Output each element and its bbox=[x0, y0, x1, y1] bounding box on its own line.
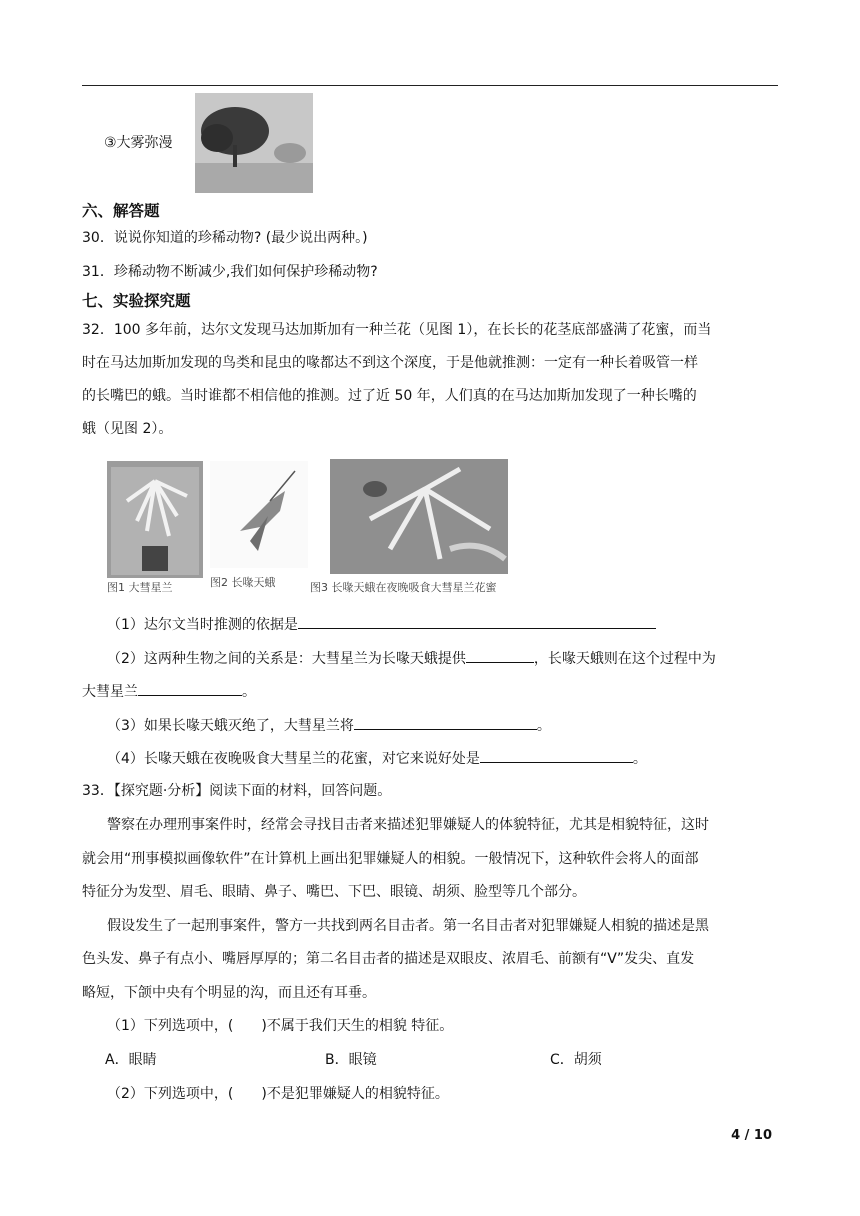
answer-blank[interactable] bbox=[298, 614, 656, 629]
q33-paragraph-line: 警察在办理刑事案件时，经常会寻找目击者来描述犯罪嫌疑人的体貌特征，尤其是相貌特征，这时 bbox=[107, 817, 709, 833]
header-rule bbox=[82, 85, 778, 86]
q32-sub2: （2）这两种生物之间的关系是：大彗星兰为长喙天蛾提供 ，长喙天蛾则在这个过程中为 bbox=[107, 648, 716, 669]
figure-1-photo bbox=[107, 461, 203, 578]
figure-1-caption: 图1 大彗星兰 bbox=[107, 581, 173, 594]
q32-sub3: （3）如果长喙天蛾灭绝了，大彗星兰将 。 bbox=[107, 715, 551, 736]
q33-paragraph-line: 略短，下颌中央有个明显的沟，而且还有耳垂。 bbox=[82, 985, 376, 1001]
question-33-title: 33．【探究题·分析】阅读下面的材料，回答问题。 bbox=[82, 783, 392, 799]
figure-3-photo bbox=[330, 459, 508, 574]
fog-photo bbox=[195, 93, 313, 193]
answer-blank[interactable] bbox=[480, 748, 633, 763]
q32-sub4: （4）长喙天蛾在夜晚吸食大彗星兰的花蜜，对它来说好处是 。 bbox=[107, 748, 647, 769]
q33-paragraph-line: 特征分为发型、眉毛、眼睛、鼻子、嘴巴、下巴、眼镜、胡须、脸型等几个部分。 bbox=[82, 884, 586, 900]
option-b[interactable]: B．眼镜 bbox=[325, 1052, 377, 1068]
q32-line: 的长嘴巴的蛾。当时谁都不相信他的推测。过了近 50 年，人们真的在马达加斯加发现了一种长嘴的 bbox=[82, 388, 697, 404]
q32-line: 32．100 多年前，达尔文发现马达加斯加有一种兰花（见图 1），在长长的花茎底部盛满了花蜜，而当 bbox=[82, 322, 712, 338]
question-30: 30．说说你知道的珍稀动物? (最少说出两种。) bbox=[82, 230, 368, 246]
answer-blank[interactable] bbox=[354, 715, 537, 730]
q33-paragraph-line: 色头发、鼻子有点小、嘴唇厚厚的；第二名目击者的描述是双眼皮、浓眉毛、前额有“V”发尖、直发 bbox=[82, 951, 695, 967]
q33-paragraph-line: 就会用“刑事模拟画像软件”在计算机上画出犯罪嫌疑人的相貌。一般情况下，这种软件会将人的面部 bbox=[82, 851, 699, 867]
q32-line: 时在马达加斯加发现的鸟类和昆虫的喙都达不到这个深度，于是他就推测：一定有一种长着吸管一样 bbox=[82, 355, 698, 371]
q32-sub1: （1）达尔文当时推测的依据是 bbox=[107, 614, 656, 635]
q33-sub2: （2）下列选项中，( )不是犯罪嫌疑人的相貌特征。 bbox=[107, 1086, 449, 1102]
q33-paragraph-line: 假设发生了一起刑事案件，警方一共找到两名目击者。第一名目击者对犯罪嫌疑人相貌的描述是黑 bbox=[107, 918, 709, 934]
figure-2-photo bbox=[210, 461, 308, 568]
q32-line: 蛾（见图 2）。 bbox=[82, 421, 173, 437]
answer-blank[interactable] bbox=[466, 648, 534, 663]
q32-sub2-cont: 大彗星兰 。 bbox=[82, 681, 256, 702]
option-a[interactable]: A．眼睛 bbox=[105, 1052, 157, 1068]
fog-item-label: ③大雾弥漫 bbox=[104, 135, 173, 151]
answer-blank[interactable] bbox=[138, 681, 242, 696]
q33-sub1: （1）下列选项中，( )不属于我们天生的相貌 特征。 bbox=[107, 1018, 454, 1034]
section-6-title: 六、解答题 bbox=[82, 202, 160, 220]
figure-3-caption: 图3 长喙天蛾在夜晚吸食大彗星兰花蜜 bbox=[310, 581, 497, 594]
section-7-title: 七、实验探究题 bbox=[82, 292, 191, 310]
page-number: 4 / 10 bbox=[731, 1128, 772, 1143]
figure-2-caption: 图2 长喙天蛾 bbox=[210, 576, 276, 589]
option-c[interactable]: C．胡须 bbox=[550, 1052, 602, 1068]
question-31: 31．珍稀动物不断减少,我们如何保护珍稀动物? bbox=[82, 264, 378, 280]
